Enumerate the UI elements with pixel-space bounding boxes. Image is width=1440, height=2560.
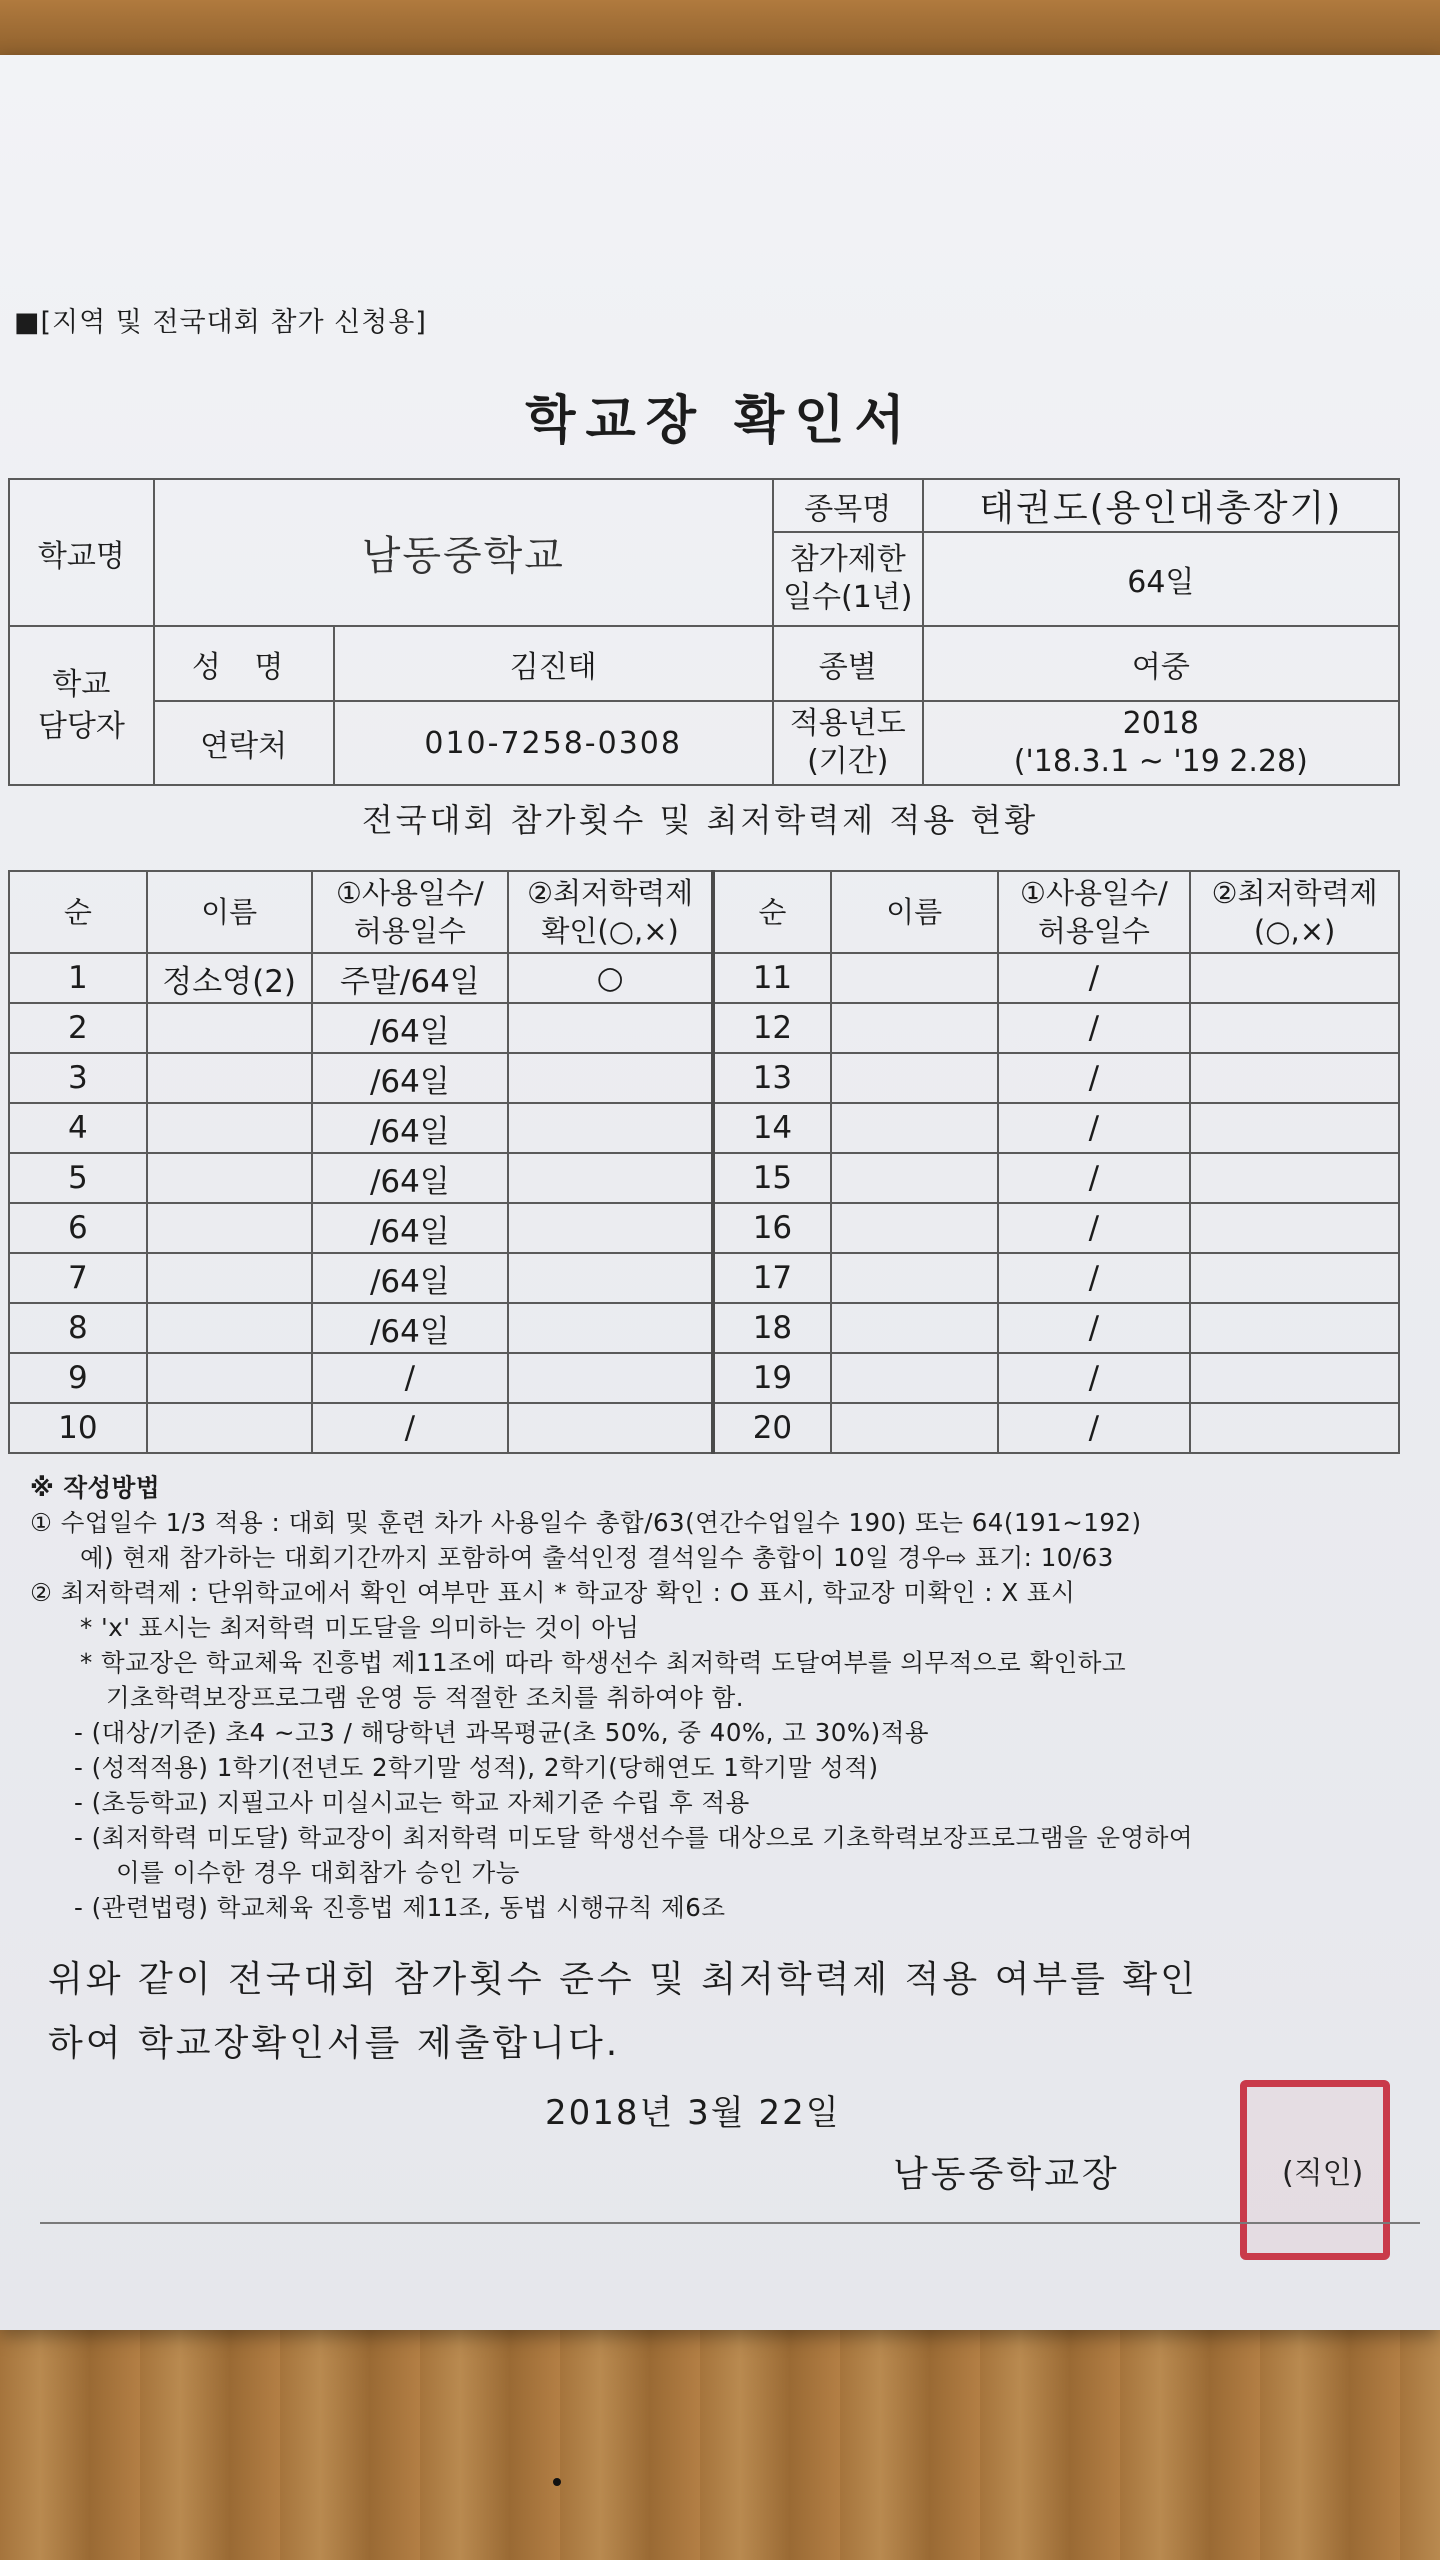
row-min-check — [508, 1403, 713, 1453]
limit-days-label-line1: 참가제한 — [789, 542, 906, 577]
row-no-right: 18 — [713, 1303, 831, 1353]
row-min-check — [508, 1253, 713, 1303]
note-2: ② 최저학력제 : 단위학교에서 확인 여부만 표시 * 학교장 확인 : O 표시, 학교장 미확인 : X 표시 — [30, 1578, 1076, 1607]
limit-days-label-line2: 일수(1년) — [783, 580, 913, 615]
row-name-right — [831, 1253, 998, 1303]
desk-surface — [0, 2330, 1440, 2560]
table-row — [9, 1303, 1399, 1353]
row-min-check-right — [1190, 1203, 1399, 1253]
manager-name-value: 김진태 — [334, 626, 773, 701]
row-no-right: 14 — [713, 1103, 831, 1153]
table-row — [9, 1103, 1399, 1153]
event-value: 태권도(용인대총장기) — [923, 479, 1399, 532]
table-row — [9, 1353, 1399, 1403]
row-no: 8 — [9, 1303, 147, 1353]
row-days: /64일 — [312, 1303, 509, 1353]
row-days-right: / — [998, 1053, 1191, 1103]
row-name: 정소영(2) — [147, 953, 312, 1003]
year-label — [773, 701, 923, 785]
manager-label-line2: 담당자 — [37, 708, 125, 744]
row-name — [147, 1353, 312, 1403]
instructions — [30, 1470, 1410, 1925]
signer-name: 남동중학교장 — [893, 2154, 1120, 2195]
participation-rows — [9, 953, 1399, 1453]
note-3: * 'x' 표시는 최저학력 미도달을 의미하는 것이 아님 — [80, 1613, 640, 1642]
note-6: - (성적적용) 1학기(전년도 2학기말 성적), 2학기(당해연도 1학기말 성적) — [74, 1753, 879, 1782]
header-min-line1: ②최저학력제 — [527, 876, 694, 910]
seal-label: (직인) — [1282, 2156, 1364, 2191]
row-no-right: 19 — [713, 1353, 831, 1403]
row-days: /64일 — [312, 1253, 509, 1303]
row-no-right: 12 — [713, 1003, 831, 1053]
note-4b: 기초학력보장프로그램 운영 등 적절한 조치를 취하여야 함. — [106, 1683, 745, 1712]
row-min-check-right — [1190, 1403, 1399, 1453]
header-min-line2: 확인(○,×) — [541, 914, 679, 948]
note-9: - (관련법령) 학교체육 진흥법 제11조, 동법 시행규칙 제6조 — [74, 1893, 726, 1922]
contact-value: 010-7258-0308 — [334, 701, 773, 785]
note-1a: ① 수업일수 1/3 적용 : 대회 및 훈련 차가 사용일수 총합/63(연간수업일수 190) 또는 64(191~192) — [30, 1508, 1142, 1537]
row-days: /64일 — [312, 1103, 509, 1153]
row-days-right: / — [998, 1403, 1191, 1453]
manager-label-line1: 학교 — [52, 666, 111, 702]
row-no: 6 — [9, 1203, 147, 1253]
row-no-right: 15 — [713, 1153, 831, 1203]
row-days-right: / — [998, 1303, 1191, 1353]
table-row — [9, 1403, 1399, 1453]
header-no-right: 순 — [713, 871, 831, 953]
school-name-label: 학교명 — [9, 479, 154, 626]
header-min-right — [1190, 871, 1399, 953]
row-days: /64일 — [312, 1153, 509, 1203]
row-name-right — [831, 1353, 998, 1403]
row-name — [147, 1103, 312, 1153]
row-name — [147, 1303, 312, 1353]
note-8b: 이를 이수한 경우 대회참가 승인 가능 — [116, 1858, 520, 1887]
header-min-right-line1: ②최저학력제 — [1211, 876, 1378, 910]
gender-label: 종별 — [773, 626, 923, 701]
paper-mark — [553, 2478, 561, 2486]
confirmation-statement — [48, 1948, 1408, 2076]
header-name-right: 이름 — [831, 871, 998, 953]
row-no-right: 13 — [713, 1053, 831, 1103]
row-name — [147, 1403, 312, 1453]
manager-label — [9, 626, 154, 785]
row-min-check — [508, 1153, 713, 1203]
row-no: 10 — [9, 1403, 147, 1453]
header-days-right-line2: 허용일수 — [1037, 914, 1150, 948]
document-header: ■[지역 및 전국대회 참가 신청용] — [14, 307, 427, 338]
row-min-check — [508, 1103, 713, 1153]
row-name-right — [831, 1203, 998, 1253]
table-row — [9, 1153, 1399, 1203]
limit-days-value: 64일 — [923, 532, 1399, 626]
gender-value: 여중 — [923, 626, 1399, 701]
row-name — [147, 1003, 312, 1053]
header-days — [312, 871, 509, 953]
year-label-line1: 적용년도 — [789, 706, 906, 741]
row-days-right: / — [998, 1253, 1191, 1303]
row-no: 5 — [9, 1153, 147, 1203]
row-days: /64일 — [312, 1003, 509, 1053]
statement-line1: 위와 같이 전국대회 참가횟수 준수 및 최저학력제 적용 여부를 확인 — [48, 1959, 1198, 2000]
note-4a: * 학교장은 학교체육 진흥법 제11조에 따라 학생선수 최저학력 도달여부를 의무적으로 확인하고 — [80, 1648, 1127, 1677]
row-no: 3 — [9, 1053, 147, 1103]
row-days-right: / — [998, 1003, 1191, 1053]
row-days-right: / — [998, 953, 1191, 1003]
row-min-check: ○ — [508, 953, 713, 1003]
row-days: / — [312, 1353, 509, 1403]
row-min-check-right — [1190, 1303, 1399, 1353]
table-row — [9, 1253, 1399, 1303]
row-min-check — [508, 1053, 713, 1103]
manager-name-label: 성 명 — [154, 626, 334, 701]
header-no: 순 — [9, 871, 147, 953]
instructions-title: ※ 작성방법 — [30, 1473, 161, 1502]
row-no-right: 11 — [713, 953, 831, 1003]
row-min-check-right — [1190, 1003, 1399, 1053]
header-name: 이름 — [147, 871, 312, 953]
row-name-right — [831, 1403, 998, 1453]
note-8a: - (최저학력 미도달) 학교장이 최저학력 미도달 학생선수를 대상으로 기초학력보장프로그램을 운영하여 — [74, 1823, 1194, 1852]
row-days-right: / — [998, 1153, 1191, 1203]
row-name-right — [831, 1103, 998, 1153]
row-min-check-right — [1190, 1053, 1399, 1103]
row-name-right — [831, 1003, 998, 1053]
row-days-right: / — [998, 1203, 1191, 1253]
row-no: 9 — [9, 1353, 147, 1403]
row-min-check — [508, 1353, 713, 1403]
row-min-check-right — [1190, 953, 1399, 1003]
row-days: /64일 — [312, 1053, 509, 1103]
row-no: 7 — [9, 1253, 147, 1303]
row-days: 주말/64일 — [312, 953, 509, 1003]
row-name — [147, 1153, 312, 1203]
row-days-right: / — [998, 1353, 1191, 1403]
table-row — [9, 953, 1399, 1003]
row-min-check-right — [1190, 1353, 1399, 1403]
header-days-line2: 허용일수 — [353, 914, 466, 948]
event-label: 종목명 — [773, 479, 923, 532]
document-date: 2018년 3월 22일 — [545, 2093, 841, 2133]
header-min-right-line2: (○,×) — [1253, 914, 1336, 948]
row-no-right: 20 — [713, 1403, 831, 1453]
header-days-right-line1: ①사용일수/ — [1019, 876, 1168, 910]
bottom-divider — [40, 2222, 1420, 2224]
row-min-check-right — [1190, 1103, 1399, 1153]
note-5: - (대상/기준) 초4 ~고3 / 해당학년 과목평균(초 50%, 중 40%, 고 30%)적용 — [74, 1718, 930, 1747]
row-min-check — [508, 1303, 713, 1353]
participation-table — [8, 870, 1400, 1454]
header-days-line1: ①사용일수/ — [335, 876, 484, 910]
year-label-line2: (기간) — [807, 744, 889, 779]
school-name-value: 남동중학교 — [154, 479, 773, 626]
row-min-check-right — [1190, 1253, 1399, 1303]
row-min-check-right — [1190, 1153, 1399, 1203]
table-row — [9, 1203, 1399, 1253]
row-no: 1 — [9, 953, 147, 1003]
row-min-check — [508, 1003, 713, 1053]
document-title: 학교장 확인서 — [525, 391, 915, 451]
row-name — [147, 1253, 312, 1303]
year-value: 2018 — [1122, 706, 1199, 741]
row-min-check — [508, 1203, 713, 1253]
statement-line2: 하여 학교장확인서를 제출합니다. — [48, 2023, 621, 2064]
row-name-right — [831, 1303, 998, 1353]
row-name-right — [831, 1053, 998, 1103]
row-days: /64일 — [312, 1203, 509, 1253]
row-name — [147, 1203, 312, 1253]
note-7: - (초등학교) 지필고사 미실시교는 학교 자체기준 수립 후 적용 — [74, 1788, 750, 1817]
row-no-right: 17 — [713, 1253, 831, 1303]
section-title: 전국대회 참가횟수 및 최저학력제 적용 현황 — [361, 801, 1039, 839]
row-name — [147, 1053, 312, 1103]
row-name-right — [831, 1153, 998, 1203]
period-value: ('18.3.1 ~ '19 2.28) — [1013, 744, 1308, 779]
year-value-cell — [923, 701, 1399, 785]
row-no: 2 — [9, 1003, 147, 1053]
contact-label: 연락처 — [154, 701, 334, 785]
row-no-right: 16 — [713, 1203, 831, 1253]
info-table — [8, 478, 1400, 786]
row-no: 4 — [9, 1103, 147, 1153]
row-days: / — [312, 1403, 509, 1453]
row-days-right: / — [998, 1103, 1191, 1153]
table-row — [9, 1003, 1399, 1053]
limit-days-label — [773, 532, 923, 626]
table-row — [9, 1053, 1399, 1103]
header-days-right — [998, 871, 1191, 953]
row-name-right — [831, 953, 998, 1003]
note-1b: 예) 현재 참가하는 대회기간까지 포함하여 출석인정 결석일수 총합이 10일 경우⇨ 표기: 10/63 — [80, 1543, 1114, 1572]
header-min — [508, 871, 713, 953]
